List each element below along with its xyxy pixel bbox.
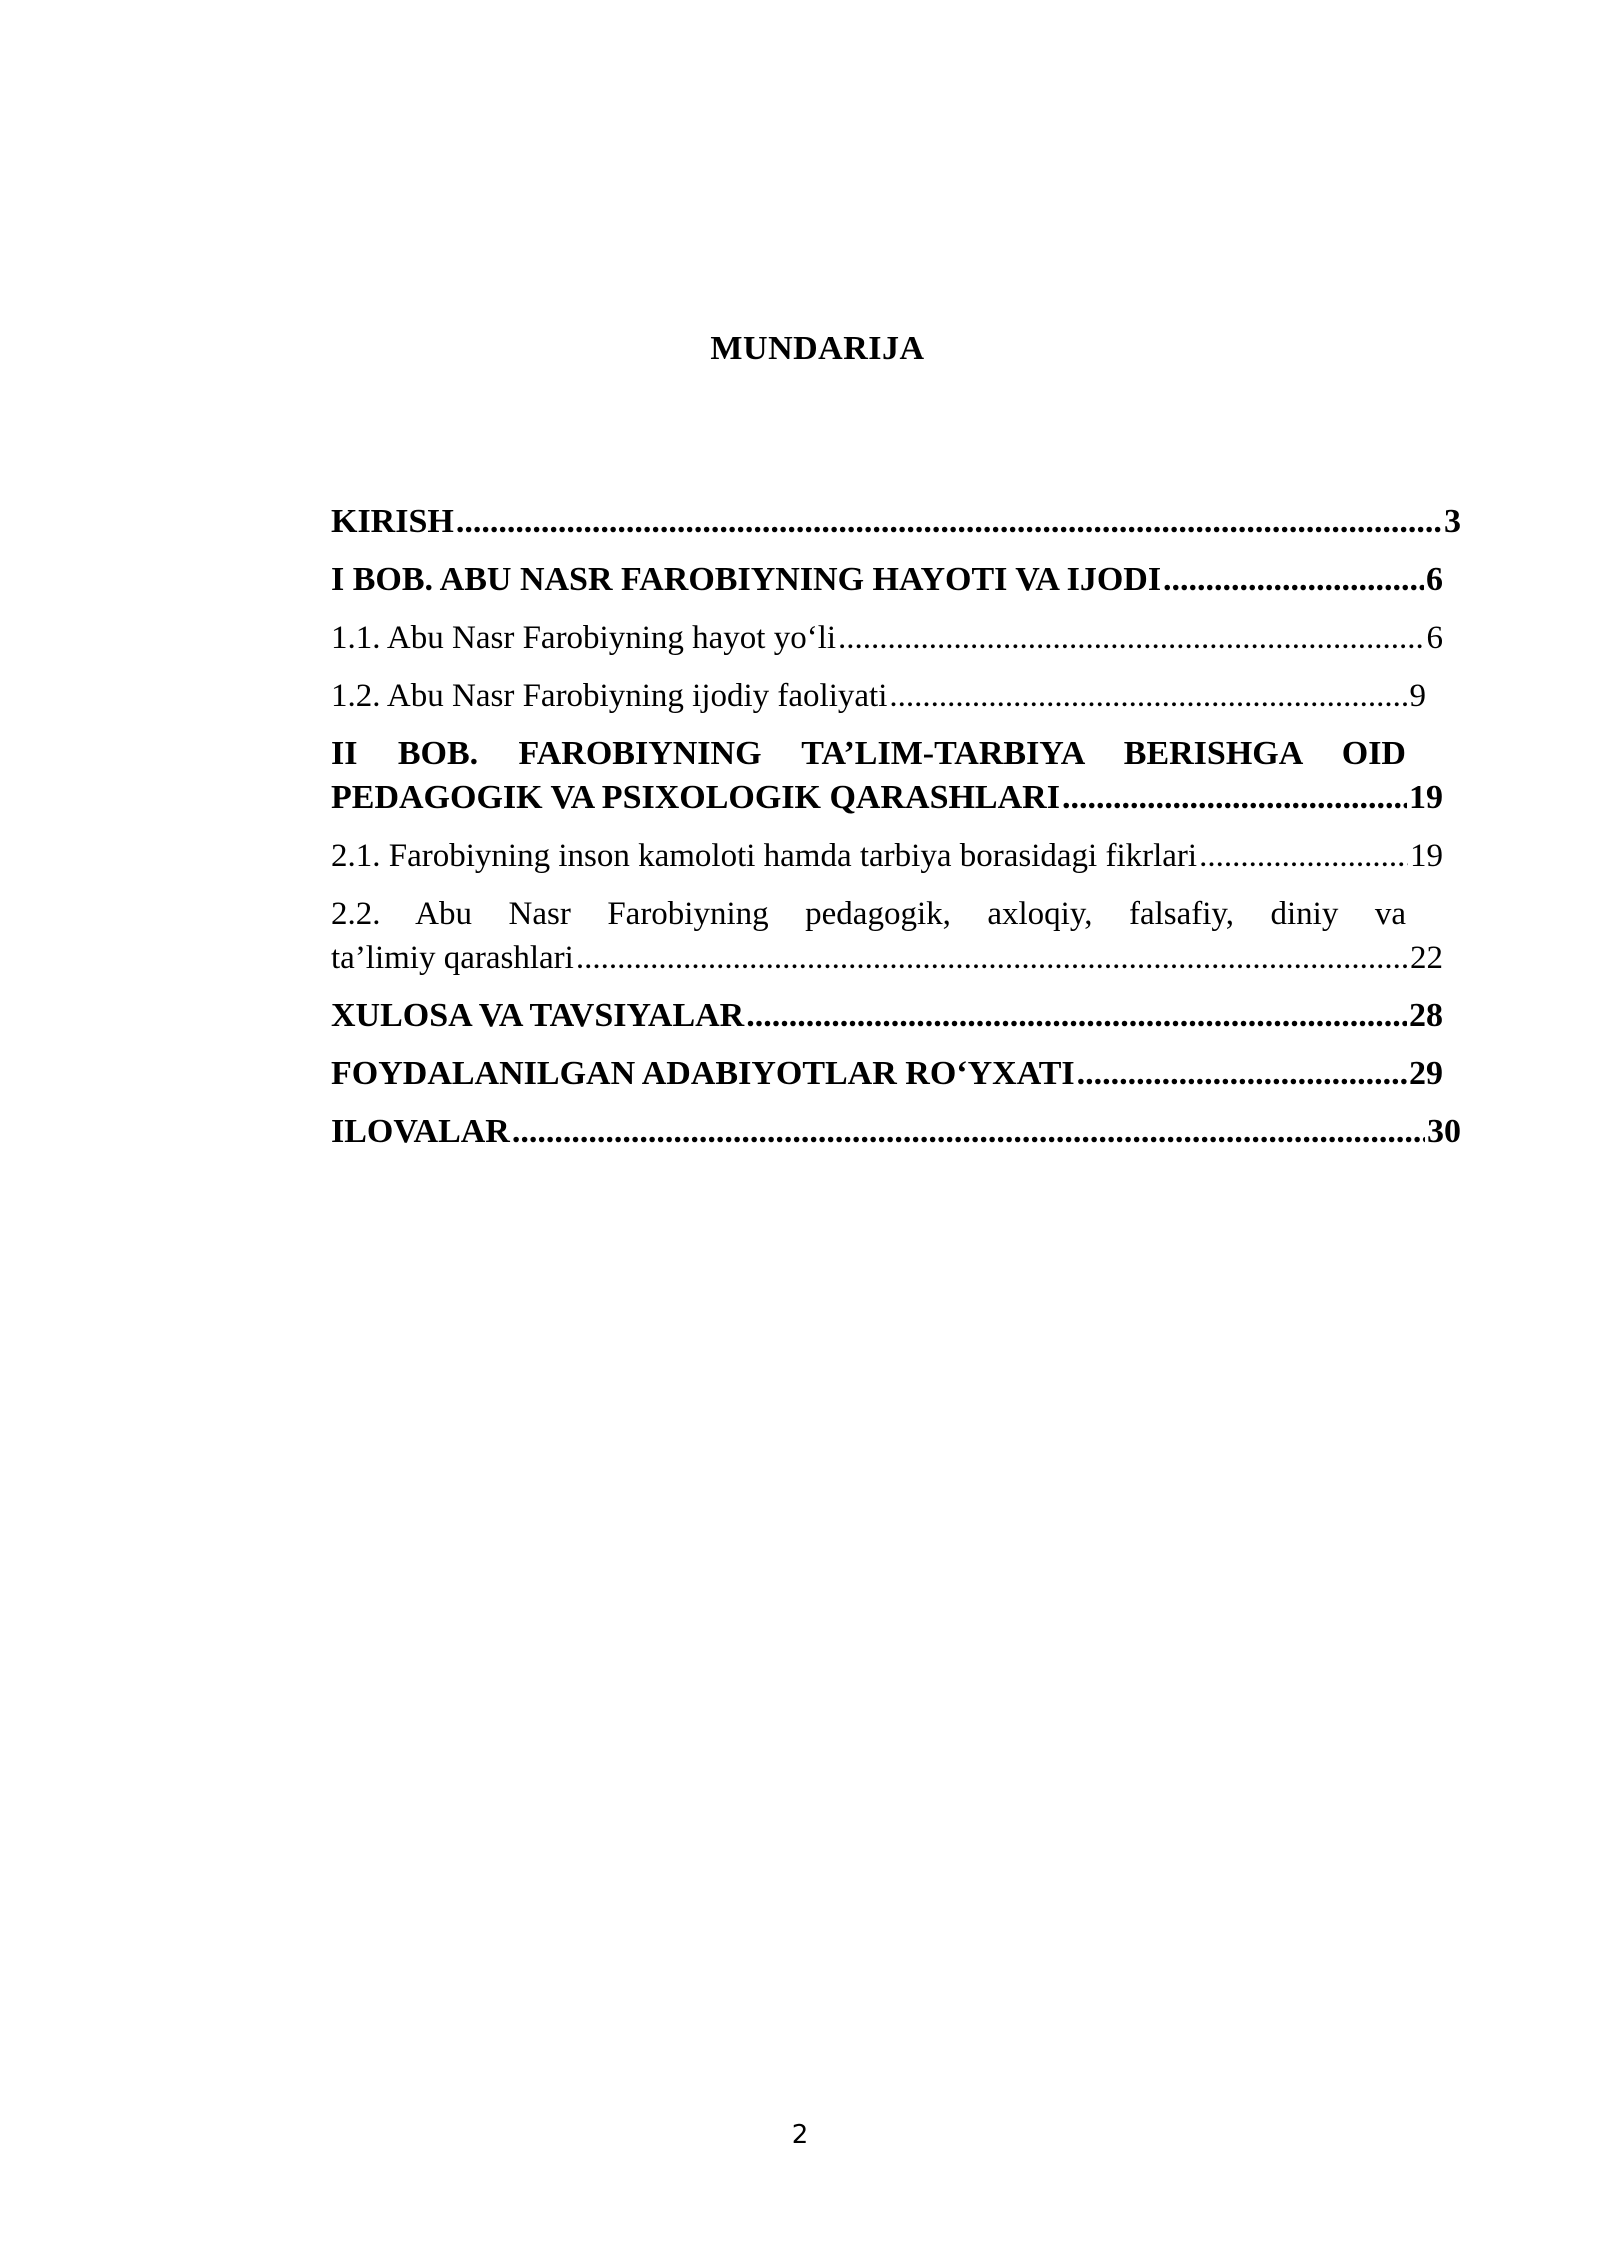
toc-entry-references[interactable] <box>331 1052 1443 1096</box>
toc-entry-conclusion[interactable] <box>331 994 1443 1038</box>
toc-entry-page: 22 <box>1410 940 1443 976</box>
toc-entry-section-1-2[interactable] <box>331 674 1426 718</box>
toc-leader-dots <box>838 616 1424 660</box>
toc-entry-page: 28 <box>1409 997 1443 1034</box>
toc-entry-section-1-1[interactable] <box>331 616 1443 660</box>
page-title: MUNDARIJA <box>710 330 925 367</box>
toc-entry-label: ILOVALAR <box>331 1113 510 1150</box>
table-of-contents <box>331 500 1461 1168</box>
toc-entry-label-line2: PEDAGOGIK VA PSIXOLOGIK QARASHLARI <box>331 779 1060 816</box>
toc-entry-label: KIRISH <box>331 503 454 540</box>
toc-entry-page: 3 <box>1444 503 1461 540</box>
toc-entry-line2 <box>331 776 1443 820</box>
toc-entry-label-line1: II BOB. FAROBIYNING TA’LIM-TARBIYA BERISHGA OID <box>331 735 1406 772</box>
toc-entry-page: 9 <box>1409 678 1426 714</box>
toc-leader-dots <box>1199 834 1408 878</box>
toc-leader-dots <box>889 674 1407 718</box>
toc-entry-page: 6 <box>1426 561 1443 598</box>
toc-leader-dots <box>512 1110 1425 1154</box>
page-number: 2 <box>791 2120 809 2150</box>
toc-entry-label-line1: 2.2. Abu Nasr Farobiyning pedagogik, axloqiy, falsafiy, diniy va <box>331 896 1406 932</box>
toc-leader-dots <box>1163 558 1424 602</box>
toc-entry-label: I BOB. ABU NASR FAROBIYNING HAYOTI VA IJODI <box>331 561 1162 598</box>
toc-entry-label: XULOSA VA TAVSIYALAR <box>331 997 745 1034</box>
toc-entry-label-line2: ta’limiy qarashlari <box>331 940 574 976</box>
toc-entry-section-2-2[interactable] <box>331 892 1461 980</box>
toc-entry-page: 19 <box>1410 838 1443 874</box>
toc-leader-dots <box>746 994 1407 1038</box>
toc-entry-line2 <box>331 936 1443 980</box>
toc-entry-label: 2.1. Farobiyning inson kamoloti hamda tarbiya borasidagi fikrlari <box>331 838 1198 874</box>
toc-leader-dots <box>456 500 1442 544</box>
toc-leader-dots <box>1062 776 1407 820</box>
toc-entry-chapter-1[interactable] <box>331 558 1443 602</box>
toc-entry-page: 19 <box>1409 779 1443 816</box>
toc-entry-page: 30 <box>1427 1113 1461 1150</box>
toc-leader-dots <box>1077 1052 1407 1096</box>
toc-leader-dots <box>576 936 1408 980</box>
toc-entry-page: 29 <box>1409 1055 1443 1092</box>
toc-entry-label: FOYDALANILGAN ADABIYOTLAR RO‘YXATI <box>331 1055 1075 1092</box>
toc-entry-page: 6 <box>1426 620 1443 656</box>
toc-entry-label: 1.1. Abu Nasr Farobiyning hayot yo‘li <box>331 620 837 656</box>
toc-entry-label: 1.2. Abu Nasr Farobiyning ijodiy faoliyati <box>331 678 888 714</box>
toc-entry-kirish[interactable] <box>331 500 1461 544</box>
toc-entry-section-2-1[interactable] <box>331 834 1443 878</box>
toc-entry-appendices[interactable] <box>331 1110 1461 1154</box>
toc-entry-chapter-2[interactable] <box>331 732 1461 820</box>
